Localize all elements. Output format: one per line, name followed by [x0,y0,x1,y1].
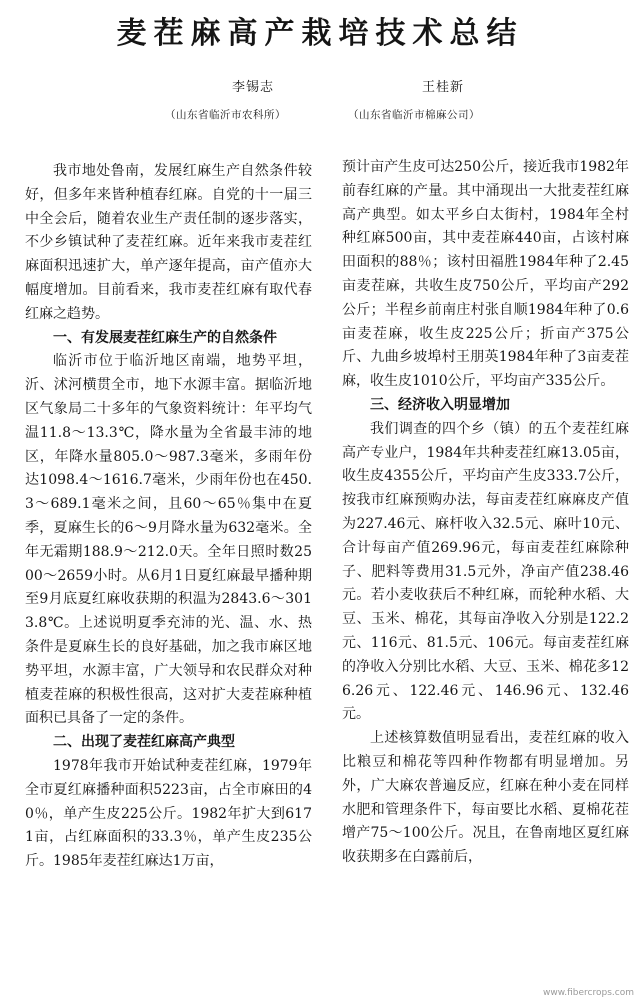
right-column [342,156,629,870]
section-3-paragraph: 我们调查的四个乡（镇）的五个麦茬红麻高产专业户，1984年共种麦茬红麻13.05亩，收生皮4355公斤，平均亩产生皮333.7公斤，按我市红麻预购办法，每亩麦茬红麻麻皮产值为227.46元、麻杆收入32.5元、麻叶10元、合计每亩产值269.96元，每亩麦茬红麻除种子、肥料等费用31.5元外，净亩产值238.46元。若小麦收获后不种红麻，而轮种水稻、大豆、玉米、棉花，其每亩净收入分别是122.2元、116元、81.5元、106元。每亩麦茬红麻的净收入分别比水稻、大豆、玉米、棉花多126.26元、122.46元、146.96元、132.46元。 [342,420,629,723]
section-3-paragraph-2: 上述核算数值明显看出，麦茬红麻的收入比粮豆和棉花等四种作物都有明显增加。另外，广大麻农普遍反应，红麻在种小麦在同样水肥和管理条件下，每亩要比水稻、夏棉花茬增产75～100公斤。况且，在鲁南地区夏红麻收获期多在白露前后， [342,730,629,866]
article-title: 麦茬麻高产栽培技术总结 [116,16,524,51]
intro-paragraph: 我市地处鲁南，发展红麻生产自然条件较好，但多年来皆种植春红麻。自党的十一届三中全会后，随着农业生产责任制的逐步落实，不少乡镇试种了麦茬红麻。近年来我市麦茬红麻面积迅速扩大，单产逐年提高，亩产值亦大幅度增加。目前看来，我市麦茬红麻有取代春红麻之趋势。 [25,163,312,322]
author-affiliation-1: （山东省临沂市农科所） [165,109,286,121]
section-2-paragraph: 1978年我市开始试种麦茬红麻，1979年全市夏红麻播种面积5223亩，占全市麻田的40％，单产生皮225公斤。1982年扩大到6171亩，占红麻面积的33.3％，单产生皮235公斤。1985年麦茬红麻达1万亩， [25,757,312,870]
left-column [25,160,312,874]
author-affiliation-2: （山东省临沂市棉麻公司） [348,109,480,121]
section-heading-2: 二、出现了麦茬红麻高产典型 [53,734,235,751]
site-watermark: www.fibercrops.com [543,988,634,998]
section-heading-1: 一、有发展麦茬红麻生产的自然条件 [53,329,277,346]
author-name-1: 李锡志 [232,80,275,95]
section-1-paragraph: 临沂市位于临沂地区南端，地势平坦，沂、沭河横贯全市，地下水源丰富。据临沂地区气象局二十多年的气象资料统计：年平均气温11.8～13.3℃，降水量为全省最丰沛的地区，年降水量805.0～987.3毫米，多雨年份达1098.4～1616.7毫米，少雨年份也在450.3～689.1毫米之间，且60～65％集中在夏季，夏麻生长的6～9月降水量为632毫米。全年无霜期188.9～212.0天。全年日照时数2500～2659小时。从6月1日夏红麻最早播种期至9月底夏红麻收获期的积温为2843.6～3013.8℃。上述说明夏季充沛的光、温、水、热条件是夏麻生长的良好基础，加之我市麻区地势平坦，水源丰富，广大领导和农民群众对种植麦茬麻的积极性很高，这对扩大麦茬麻种植面积已具备了一定的条件。 [25,353,312,727]
section-heading-3: 三、经济收入明显增加 [370,396,510,413]
author-name-2: 王桂新 [422,80,465,95]
section-2-continued-paragraph: 预计亩产生皮可达250公斤，接近我市1982年前春红麻的产量。其中涌现出一大批麦茬红麻高产典型。如太平乡白太街村，1984年全村种红麻500亩，其中麦茬麻440亩，占该村麻田面积的88％；该村田福胜1984年种了2.45亩麦茬麻，共收生皮750公斤，平均亩产292公斤；半程乡前南庄村张自顺1984年种了0.6亩麦茬麻，收生皮225公斤；折亩产375公斤、九曲乡坡埠村王朋英1984年种了3亩麦茬麻，收生皮1010公斤，平均亩产335公斤。 [342,159,629,390]
